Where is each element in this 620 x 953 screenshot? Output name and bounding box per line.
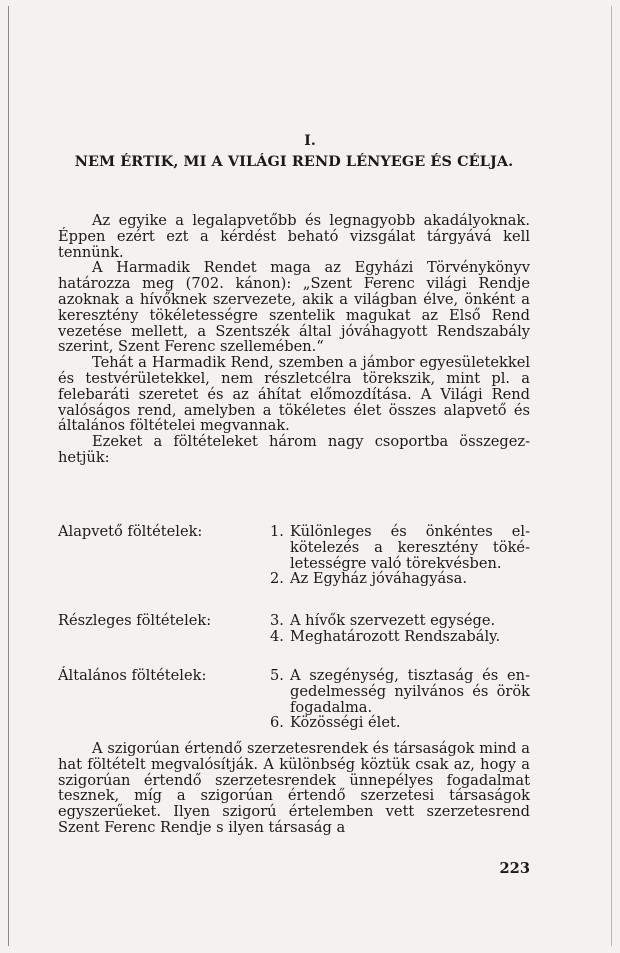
condition-text: A hívők szervezett egysége.: [290, 612, 496, 629]
condition-label: Alapvető föltételek:: [58, 523, 203, 540]
condition-item: [270, 668, 530, 715]
condition-number: 6.: [270, 714, 284, 732]
condition-list: [270, 613, 530, 645]
paragraph: A szigorúan értendő szerzetesrendek és társaságok mind a hat föltételt megvalósítják. A különbség köztük csak az, hogy a szigorúan értendő szerzetesrendek ünnepélyes fogadalmat tesznek, míg a szigorúan értendő szerzetesi társaságok egyszerűeket. Ilyen szigorú értelemben vett szerzetesrend Szent Ferenc Rendje s ilyen társaság a: [58, 740, 530, 836]
condition-list: [270, 668, 530, 731]
condition-item: [270, 524, 530, 571]
page-number: 223: [499, 860, 530, 877]
condition-list: [270, 524, 530, 587]
condition-number: 4.: [270, 627, 284, 645]
condition-text: Közösségi élet.: [290, 714, 401, 732]
condition-number: 5.: [270, 667, 284, 684]
condition-text: Az Egyház jóváhagyása.: [290, 570, 468, 588]
paragraph: Tehát a Harmadik Rend, szemben a jámbor egyesületekkel és testvérületekkel, nem részletcélra törekszik, mint pl. a felebaráti szeretet és az áhítat előmozdítása. A Világi Rend valóságos rend, amelyben a tökéletes élet összes alapvető és általános föltételei megvannak.: [58, 354, 530, 435]
condition-item: [270, 613, 530, 629]
condition-number: 2.: [270, 570, 284, 588]
chapter-title: NEM ÉRTIK, MI A VILÁGI REND LÉNYEGE ÉS CÉLJA.: [74, 153, 514, 170]
condition-text: Meghatározott Rendszabály.: [290, 627, 501, 645]
condition-item: [270, 629, 530, 645]
condition-item: [270, 571, 530, 587]
chapter-number: I.: [304, 133, 316, 149]
condition-number: 1.: [270, 523, 284, 540]
paragraph: A Harmadik Rendet maga az Egyházi Törvénykönyv határozza meg (702. kánon): „Szent Ferenc világi Rendje azoknak a hívőknek szervezete, akik a világban élve, önként a keresztény tökéletességre szentelik magukat az Első Rend vezetése mellett, a Szentszék által jóváhagyott Rendszabály szerint, Szent Ferenc szellemében.“: [58, 259, 530, 356]
condition-text: A szegénység, tisztaság és engedelmesség nyilvános és örök fogadalma.: [290, 667, 530, 716]
condition-number: 3.: [270, 612, 284, 629]
condition-label: Részleges föltételek:: [58, 612, 212, 629]
paragraph: Ezeket a föltételeket három nagy csoportba összegezhetjük:: [58, 433, 530, 466]
condition-item: [270, 715, 530, 731]
condition-label: Általános föltételek:: [58, 667, 207, 684]
body-text-top: [58, 213, 530, 466]
paragraph: Az egyike a legalapvetőbb és legnagyobb akadályoknak. Éppen ezért ezt a kérdést beható vizsgálat tárgyává kell tennünk.: [58, 212, 530, 261]
condition-text: Különleges és önkéntes elkötelezés a keresztény tökéletességre való törekvésben.: [290, 523, 530, 572]
body-text-bottom: [58, 741, 530, 836]
